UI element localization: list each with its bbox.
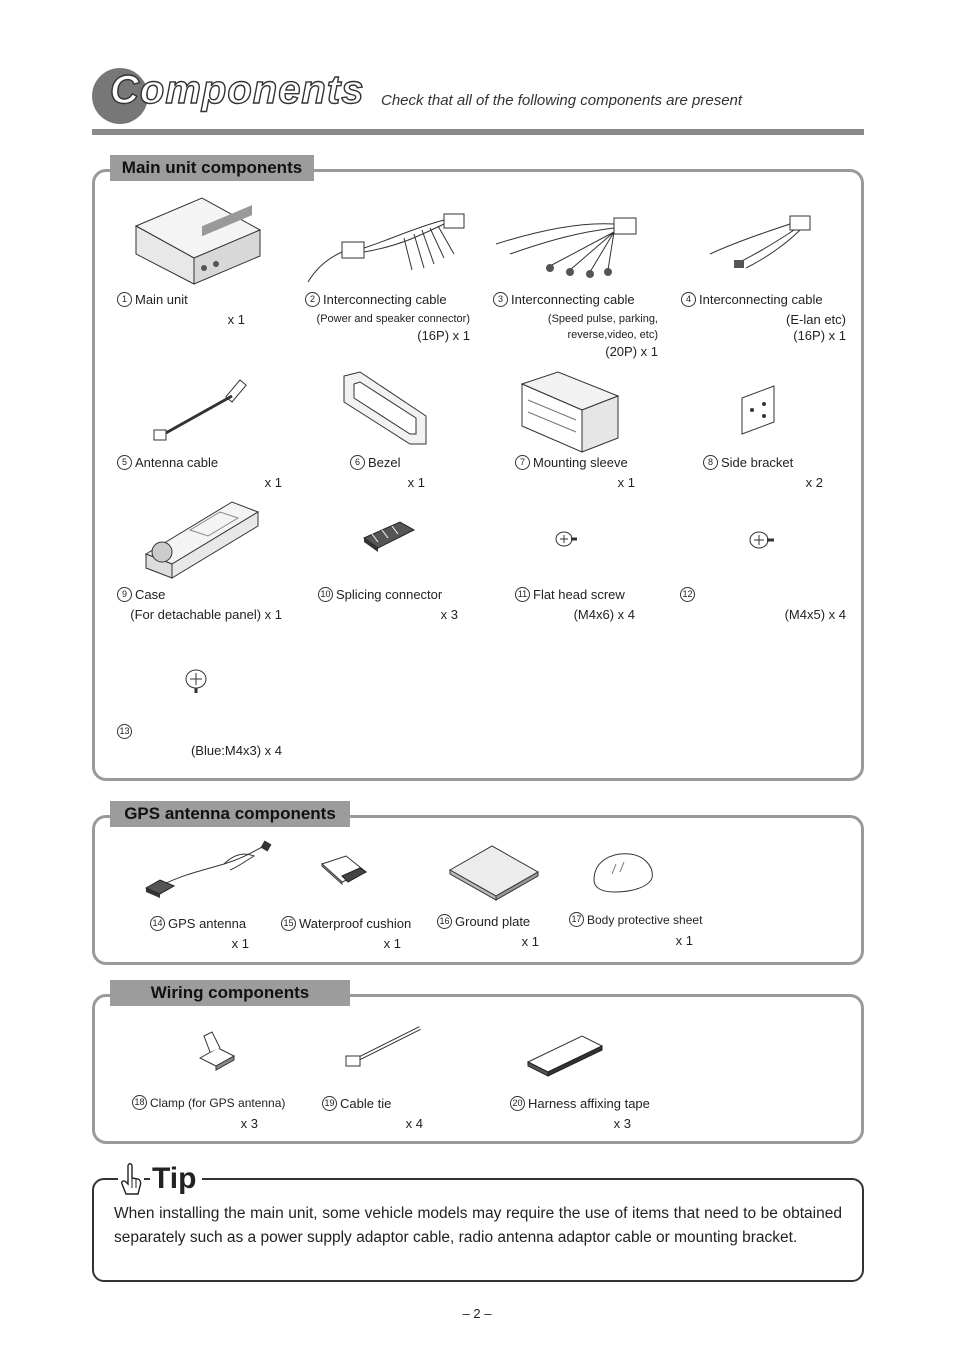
main-unit-tab: Main unit components [110, 155, 314, 181]
tip-text: When installing the main unit, some vehicle models may require the use of items that need to be obtained separately such as a power supply adaptor cable, radio antenna adaptor cable or mounting bracket. [114, 1205, 842, 1246]
protective-sheet-illustration [590, 850, 656, 894]
side-bracket-illustration [738, 384, 778, 436]
item-3-detail: (Speed pulse, parking, [547, 313, 658, 325]
harness-tape-illustration [526, 1034, 606, 1078]
item-2-detail: (Power and speaker connector) [316, 313, 470, 325]
item-1-qty: x 1 [227, 312, 245, 327]
item-14-name: 14 GPS antenna [150, 916, 246, 932]
tip-title: Tip [150, 1162, 202, 1196]
mounting-sleeve-illustration [518, 370, 622, 454]
gps-tab: GPS antenna components [110, 801, 350, 827]
item-7-name: 7 Mounting sleeve [515, 455, 628, 471]
item-5-qty: x 1 [264, 475, 282, 490]
item-12-name: 12 [680, 587, 698, 603]
item-1-name: 1 Main unit [117, 292, 188, 308]
item-12-qty: (M4x5) x 4 [784, 607, 846, 622]
clamp-illustration [196, 1030, 238, 1070]
item-11-qty: (M4x6) x 4 [573, 607, 635, 622]
item-10-qty: x 3 [440, 607, 458, 622]
screw-blue-illustration [184, 668, 210, 694]
page-subtitle: Check that all of the following components are present [381, 92, 743, 109]
item-14-qty: x 1 [231, 936, 249, 951]
wiring-tab: Wiring components [110, 980, 350, 1006]
item-17-qty: x 1 [675, 933, 693, 948]
item-3-qty: (20P) x 1 [605, 344, 658, 359]
item-2-qty: (16P) x 1 [417, 328, 470, 343]
item-20-qty: x 3 [613, 1116, 631, 1131]
item-2-name: 2 Interconnecting cable [305, 292, 447, 308]
page-number: – 2 – [462, 1306, 492, 1321]
case-illustration [142, 498, 260, 580]
header-rule [92, 129, 864, 135]
video-cable-illustration [490, 210, 642, 280]
page-title: Components [110, 68, 365, 112]
item-20-name: 20 Harness affixing tape [510, 1096, 650, 1112]
flat-screw-illustration [554, 530, 578, 550]
bezel-illustration [340, 372, 430, 446]
item-6-qty: x 1 [407, 475, 425, 490]
item-8-qty: x 2 [805, 475, 823, 490]
item-3-name: 3 Interconnecting cable [493, 292, 635, 308]
item-13-qty: (Blue:M4x3) x 4 [190, 743, 282, 758]
antenna-cable-illustration [148, 378, 248, 446]
ground-plate-illustration [446, 844, 542, 900]
item-6-name: 6 Bezel [350, 455, 401, 471]
elan-cable-illustration [706, 212, 840, 272]
item-10-name: 10 Splicing connector [318, 587, 442, 603]
gps-antenna-illustration [144, 840, 274, 902]
splicing-connector-illustration [362, 520, 416, 554]
item-18-name: 18 Clamp (for GPS antenna) [132, 1096, 285, 1111]
item-18-qty: x 3 [240, 1116, 258, 1131]
pointing-hand-icon [118, 1162, 144, 1198]
item-4-detail: (E-lan etc) [786, 312, 846, 327]
item-19-qty: x 4 [405, 1116, 423, 1131]
item-9-qty: (For detachable panel) x 1 [130, 607, 282, 622]
screw-m4x5-illustration [748, 530, 776, 552]
item-3-detail2: reverse,video, etc) [567, 329, 658, 341]
item-16-name: 16 Ground plate [437, 914, 530, 930]
power-cable-illustration [304, 208, 468, 288]
item-8-name: 8 Side bracket [703, 455, 793, 471]
item-4-name: 4 Interconnecting cable [681, 292, 823, 308]
main-unit-illustration [132, 196, 266, 288]
item-5-name: 5 Antenna cable [117, 455, 218, 471]
waterproof-cushion-illustration [320, 854, 370, 886]
item-11-name: 11 Flat head screw [515, 587, 625, 603]
item-15-name: 15 Waterproof cushion [281, 916, 411, 932]
item-7-qty: x 1 [617, 475, 635, 490]
item-9-name: 9 Case [117, 587, 165, 603]
item-15-qty: x 1 [383, 936, 401, 951]
item-13-name: 13 [117, 724, 135, 740]
item-16-qty: x 1 [521, 934, 539, 949]
cable-tie-illustration [342, 1024, 424, 1072]
item-4-qty: (16P) x 1 [793, 328, 846, 343]
item-17-name: 17 Body protective sheet [569, 913, 702, 928]
item-19-name: 19 Cable tie [322, 1096, 391, 1112]
